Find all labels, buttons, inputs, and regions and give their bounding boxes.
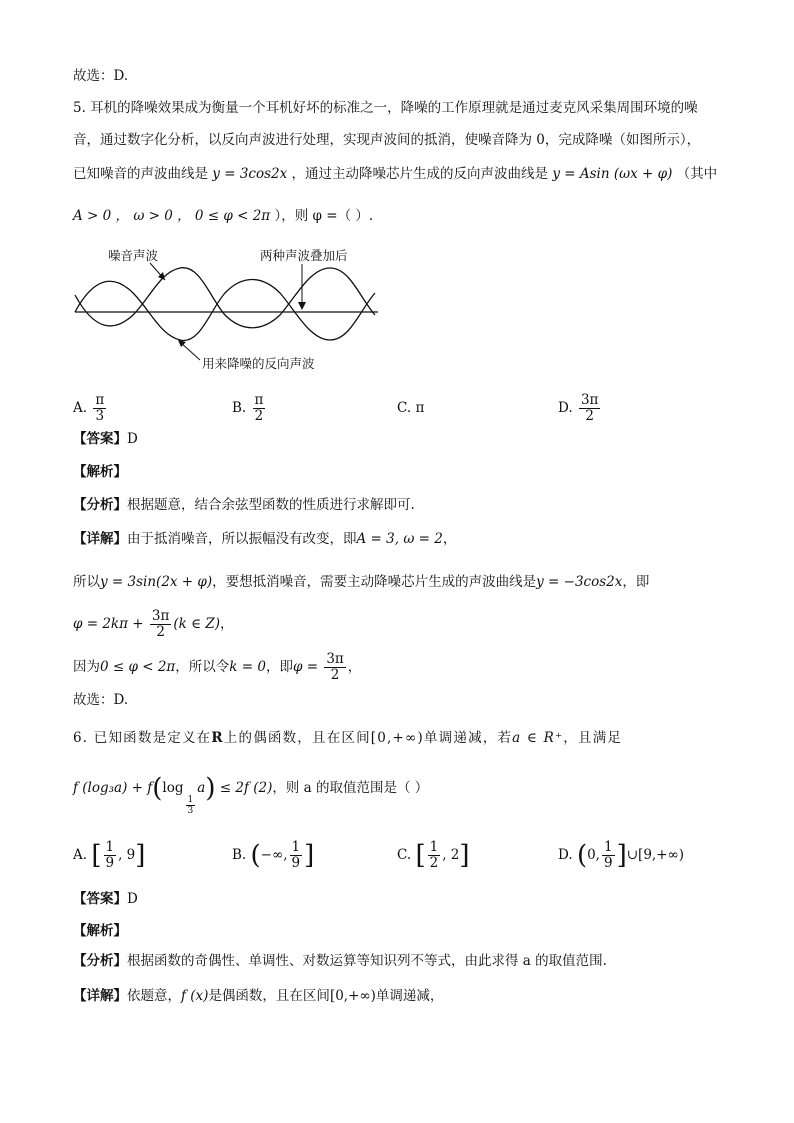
q5-answer — [73, 429, 138, 449]
fraction: $\frac{3\pi}{2}$ — [151, 608, 170, 640]
fenxi-text: 根据函数的奇偶性、单调性、对数运算等知识列不等式，由此求得 a 的取值范围. — [127, 953, 607, 969]
bracket: ] — [459, 840, 470, 871]
bracket: ] — [304, 840, 315, 871]
amp-equation: A = 3, ω = 2 — [356, 531, 443, 547]
label-noise: 噪音声波 — [108, 248, 159, 263]
bracket: [ — [91, 840, 102, 871]
q5-option-c[interactable] — [397, 398, 424, 418]
paren: ) — [205, 773, 216, 804]
q5-text: （其中 — [676, 166, 718, 182]
interval: [0,+∞) — [329, 988, 376, 1004]
fraction: $\frac{3\pi}{2}$ — [326, 651, 344, 683]
label-reverse: 用来降噪的反向声波 — [202, 356, 315, 371]
fenxi-tag: 【分析】 — [73, 497, 127, 513]
q5-step-4 — [73, 652, 361, 683]
answer-value: D — [127, 891, 138, 907]
q5-reverse-equation: y = Asin (ωx + φ) — [552, 166, 673, 182]
option-label: D. — [558, 400, 573, 416]
text: ，所以令 — [175, 659, 230, 675]
q5-option-d[interactable] — [558, 393, 602, 424]
bracket: ( — [576, 840, 588, 871]
fraction: $\frac{\pi}{3}$ — [95, 392, 105, 424]
log-base: $\frac{1}{3}$ — [187, 795, 194, 816]
text: ，即 — [622, 574, 650, 590]
option-label: A. — [73, 847, 88, 863]
q5-final: 故选：D. — [73, 692, 129, 708]
option-label: A. — [73, 400, 88, 416]
text: 6. 已知函数是定义在 — [73, 730, 212, 746]
equation: k = 0 — [229, 659, 266, 675]
q6-option-c[interactable] — [397, 840, 470, 871]
text: 单调递减， — [375, 988, 444, 1004]
equation: (k ∈ Z) — [173, 616, 221, 632]
text: 上的偶函数，且在区间 — [223, 730, 371, 746]
text: ，要想抵消噪音，需要主动降噪芯片生成的声波曲线是 — [212, 574, 537, 590]
text: 0, — [587, 847, 600, 863]
text: , 9 — [118, 847, 136, 863]
text: ∪[9,+∞) — [626, 847, 685, 863]
fraction: $\frac{1}{2}$ — [429, 839, 439, 871]
text: 依题意， — [127, 988, 181, 1004]
q5-option-a[interactable] — [73, 393, 108, 424]
inequality-left: f (log₃a) + f — [73, 780, 153, 796]
xiangjie-tag: 【详解】 — [73, 988, 127, 1004]
q5-text: 已知噪音的声波曲线是 — [73, 166, 208, 182]
fraction: $\frac{1}{9}$ — [603, 839, 613, 871]
q5-stem-line-2: 音，通过数字化分析，以反向声波进行处理，实现声波间的抵消，使噪音降为 0，完成降噪（如图所示）， — [73, 132, 701, 148]
text: 因为 — [73, 659, 100, 675]
interval: [0,+∞) — [370, 730, 424, 746]
q6-option-b[interactable] — [232, 840, 314, 871]
log: log — [162, 780, 184, 796]
bracket: [ — [415, 840, 426, 871]
q5-option-b[interactable] — [232, 393, 267, 424]
paren: ( — [152, 773, 163, 804]
q5-analysis-tag: 【解析】 — [73, 464, 127, 480]
xiangjie-tag: 【详解】 — [73, 531, 127, 547]
q5-step-2 — [73, 572, 649, 592]
q6-option-a[interactable] — [73, 840, 145, 871]
text: , 2 — [442, 847, 460, 863]
option-label: C. — [397, 400, 412, 416]
q5-stem-line-1: 5. 耳机的降噪效果成为衡量一个耳机好坏的标准之一，降噪的工作原理就是通过麦克风采集周围环境的噪 — [73, 100, 698, 116]
q5-step-3 — [73, 609, 234, 640]
equation: φ = — [292, 659, 319, 675]
text: ，且满足 — [563, 730, 623, 746]
prev-answer-line: 故选：D. — [73, 68, 129, 84]
answer-value: D — [127, 431, 138, 447]
inequality-right: ≤ 2f (2) — [219, 780, 273, 796]
equation: φ = 2kπ + — [73, 616, 144, 632]
equation: y = 3sin(2x + φ) — [100, 574, 213, 590]
a-condition: a ∈ R⁺ — [512, 730, 564, 746]
bracket: ] — [616, 840, 627, 871]
equation: 0 ≤ φ < 2π — [100, 659, 176, 675]
q6-stem-line-1 — [73, 728, 622, 748]
fraction: $\frac{1}{9}$ — [105, 839, 115, 871]
q6-fenxi — [73, 951, 607, 971]
noise-wave — [75, 280, 375, 341]
sum-arrowhead — [298, 302, 306, 310]
equation: y = −3cos2x — [536, 574, 623, 590]
option-label: C. — [397, 847, 412, 863]
option-label: B. — [232, 847, 247, 863]
q6-analysis-tag: 【解析】 — [73, 923, 127, 939]
answer-tag: 【答案】 — [73, 891, 127, 907]
text: 是偶函数，且在区间 — [208, 988, 330, 1004]
q6-stem-line-2 — [73, 773, 429, 816]
text: 单调递减，若 — [423, 730, 513, 746]
q5-stem-line-3 — [73, 164, 717, 184]
q5-fenxi — [73, 495, 415, 515]
answer-tag: 【答案】 — [73, 431, 127, 447]
bracket: ( — [250, 840, 261, 871]
reverse-wave — [75, 268, 375, 328]
q6-xiangjie — [73, 986, 443, 1006]
q5-xiangjie — [73, 529, 456, 549]
q5-conditions: A > 0 ， ω > 0 ， 0 ≤ φ < 2π — [73, 208, 271, 224]
text: ，即 — [265, 659, 293, 675]
option-label: D. — [558, 847, 573, 863]
equation: f (x) — [181, 988, 209, 1004]
option-label: B. — [232, 400, 247, 416]
option-text: π — [415, 400, 425, 416]
punct: ， — [442, 531, 457, 547]
fenxi-text: 根据题意，结合余弦型函数的性质进行求解即可. — [127, 497, 415, 513]
q5-question: ），则 φ =（ ）. — [274, 208, 374, 224]
sound-wave-figure — [70, 240, 390, 380]
text: 所以 — [73, 574, 100, 590]
label-sum: 两种声波叠加后 — [260, 248, 348, 263]
question-text: ，则 a 的取值范围是（ ） — [272, 780, 429, 796]
q5-noise-equation: y = 3cos2x — [212, 166, 288, 182]
q5-text: ，通过主动降噪芯片生成的反向声波曲线是 — [291, 166, 549, 182]
fraction: $\frac{3\pi}{2}$ — [580, 392, 599, 424]
var-a: a — [197, 780, 206, 796]
fenxi-tag: 【分析】 — [73, 953, 127, 969]
fraction: $\frac{\pi}{2}$ — [254, 392, 264, 424]
q5-stem-line-4 — [73, 206, 373, 226]
text: −∞, — [260, 847, 288, 863]
real-set: R — [211, 730, 224, 746]
punct: ， — [347, 659, 362, 675]
q6-option-d[interactable] — [558, 840, 684, 871]
punct: ， — [220, 616, 234, 632]
xiangjie-text: 由于抵消噪音，所以振幅没有改变，即 — [127, 531, 357, 547]
bracket: ] — [135, 840, 146, 871]
q6-answer — [73, 889, 138, 909]
fraction: $\frac{1}{9}$ — [291, 839, 301, 871]
